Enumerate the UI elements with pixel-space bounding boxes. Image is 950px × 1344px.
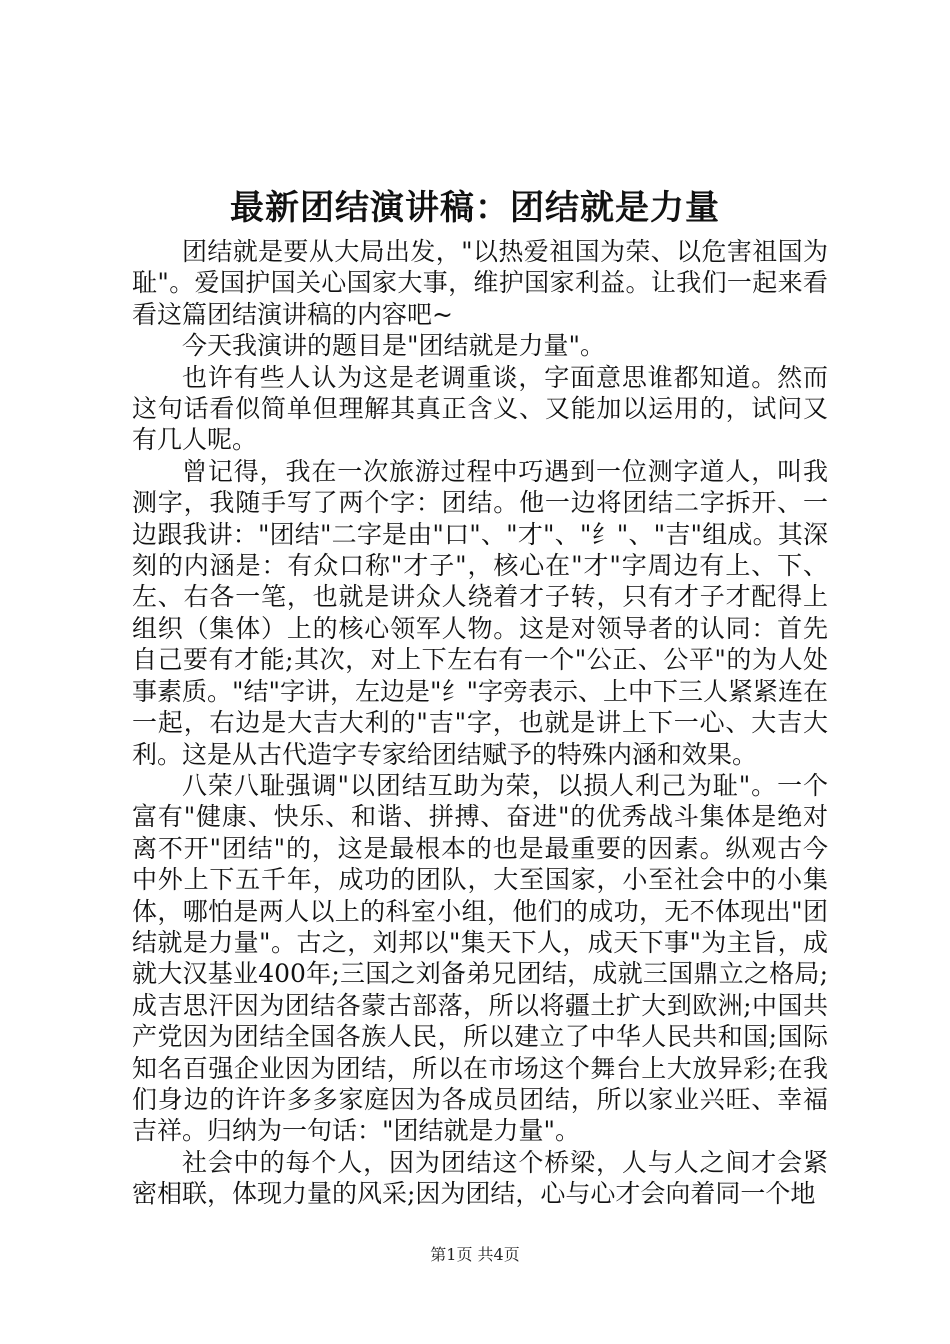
- paragraph-eight-honors: 八荣八耻强调"以团结互助为荣，以损人利己为耻"。一个富有"健康、快乐、和谐、拼搏、奋进"的优秀战斗集体是绝对离不开"团结"的，这是最根本的也是最重要的因素。纵观古今中外上下五千年，成功的团队，大至国家，小至社会中的小集体，哪怕是两人以上的科室小组，他们的成功，无不体现出"团结就是力量"。古之，刘邦以"集天下人，成天下事"为主旨，成就大汉基业400年;三国之刘备弟兄团结，成就三国鼎立之格局;成吉思汗因为团结各蒙古部落，所以将疆土扩大到欧洲;中国共产党因为团结全国各族人民，所以建立了中华人民共和国;国际知名百强企业因为团结，所以在市场这个舞台上大放异彩;在我们身边的许许多多家庭因为各成员团结，所以家业兴旺、幸福吉祥。归纳为一句话："团结就是力量"。: [132, 770, 828, 1146]
- page-number-footer: 第1页 共4页: [430, 1245, 520, 1264]
- paragraph-character-analysis: 曾记得，我在一次旅游过程中巧遇到一位测字道人，叫我测字，我随手写了两个字：团结。他一边将团结二字拆开、一边跟我讲："团结"二字是由"口"、"才"、"纟"、"吉"组成。其深刻的内涵是：有众口称"才子"，核心在"才"字周边有上、下、左、右各一笔，也就是讲众人绕着才子转，只有才子才配得上组织（集体）上的核心领军人物。这是对领导者的认同：首先自己要有才能;其次，对上下左右有一个"公正、公平"的为人处事素质。"结"字讲，左边是"纟"字旁表示、上中下三人紧紧连在一起，右边是大吉大利的"吉"字，也就是讲上下一心、大吉大利。这是从古代造字专家给团结赋予的特殊内涵和效果。: [132, 456, 828, 769]
- paragraph-society: 社会中的每个人，因为团结这个桥梁，人与人之间才会紧密相联，体现力量的风采;因为团结，心与心才会向着同一个地: [132, 1147, 828, 1209]
- paragraph-meaning: 也许有些人认为这是老调重谈，字面意思谁都知道。然而这句话看似简单但理解其真正含义、又能加以运用的，试问又有几人呢。: [132, 362, 828, 455]
- paragraph-topic: 今天我演讲的题目是"团结就是力量"。: [182, 331, 605, 361]
- paragraph-intro: 团结就是要从大局出发，"以热爱祖国为荣、以危害祖国为耻"。爱国护国关心国家大事，维护国家利益。让我们一起来看看这篇团结演讲稿的内容吧~: [132, 237, 828, 329]
- document-body: [132, 236, 828, 1210]
- document-title: 最新团结演讲稿：团结就是力量: [230, 188, 720, 228]
